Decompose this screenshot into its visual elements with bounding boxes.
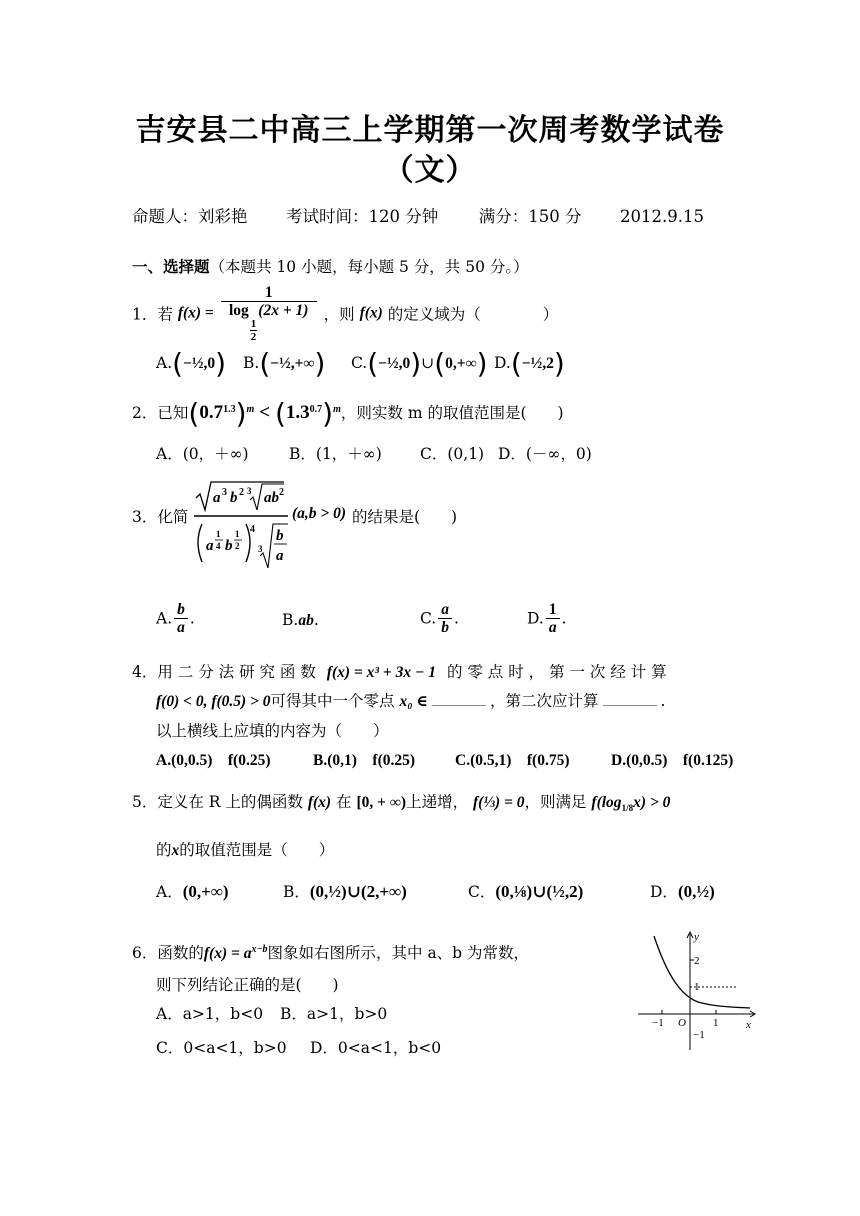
q3-option-a[interactable] — [156, 601, 195, 636]
q1-option-b[interactable]: B.(−½,+∞) — [243, 347, 326, 380]
q3-opt-d-den: a — [548, 619, 557, 637]
graph-tick-y1: 1 — [694, 981, 700, 993]
q3-opt-a-num: b — [174, 601, 188, 619]
q4-text3: 可得其中一个零点 — [270, 692, 395, 710]
q1-fraction — [221, 284, 317, 343]
q1-text-mid: ，则 — [323, 305, 355, 324]
graph-y-label: y — [694, 931, 699, 943]
q3-opt-c-dot: . — [453, 609, 459, 628]
q5-ineq-base: 1/8 — [621, 803, 634, 814]
q3-opt-d-label: D. — [527, 609, 544, 628]
svg-text:1: 1 — [235, 529, 240, 539]
q4-option-a[interactable]: A.(0,0.5) f(0.25) — [156, 752, 271, 769]
svg-text:2: 2 — [239, 487, 244, 498]
exam-title: 吉安县二中高三上学期第一次周考数学试卷 — [135, 113, 725, 148]
q2-option-c[interactable]: C．(0,1) — [420, 445, 485, 463]
q5-interval: [0, + ∞) — [356, 794, 407, 811]
q3-opt-a-den: a — [177, 619, 185, 637]
q4-option-b[interactable]: B.(0,1) f(0.25) — [313, 752, 416, 769]
graph-tick-x1: 1 — [713, 1017, 719, 1029]
q4-option-d[interactable]: D.(0,0.5) f(0.125) — [611, 752, 734, 769]
q5-ineq-end: x) > 0 — [633, 794, 671, 811]
svg-text:b: b — [225, 538, 233, 554]
q5-fx: f(x) — [307, 794, 332, 811]
q5-opt-a-value: (0,+∞) — [182, 882, 229, 901]
q2-exp2: 0.7 — [309, 403, 323, 415]
q5-text2: 在 — [336, 793, 352, 811]
q1-opt-a-value: −½,0 — [183, 355, 216, 372]
q2-m2: m — [333, 403, 341, 415]
q2-option-d[interactable]: D．(－∞，0) — [498, 445, 592, 463]
svg-text:2: 2 — [235, 541, 240, 551]
q5-opt-c-label: C． — [468, 883, 496, 901]
q3-opt-c-den: b — [441, 619, 449, 637]
q1-fx2: f(x) — [359, 304, 383, 322]
q4-text1: 4．用 二 分 法 研 究 函 数 — [132, 663, 316, 681]
q5-text1: 5．定义在 R 上的偶函数 — [132, 793, 303, 811]
q2-option-a[interactable]: A．(0，＋∞) — [156, 445, 249, 463]
q3-opt-b-value: ab — [298, 612, 314, 629]
header-info — [132, 203, 704, 227]
svg-text:2: 2 — [279, 487, 284, 498]
svg-text:b: b — [230, 490, 238, 506]
function-curve — [654, 936, 750, 1008]
q2-text2: ，则实数 m 的取值范围是( ) — [340, 404, 564, 422]
author: 命题人：刘彩艳 — [132, 207, 248, 226]
q4-func: f(x) = x³ + 3x − 1 — [326, 664, 436, 681]
q6-func: f(x) = a — [203, 945, 252, 962]
question-4-line2: f(0) < 0, f(0.5) > 0可得其中一个零点 x₀ ∈ ，第二次应计算 . — [156, 692, 666, 710]
exam-date: 2012.9.15 — [620, 207, 704, 226]
q5-text6: 的取值范围是（ ） — [179, 841, 335, 859]
q4-text2: 的 零 点 时 ， 第 一 次 经 计 算 — [446, 663, 667, 681]
graph-tick-xn1: −1 — [652, 1017, 664, 1029]
q1-fx: f(x) = — [177, 304, 214, 322]
q1-opt-b-value: −½,+∞ — [270, 355, 315, 372]
q1-opt-c-value2: 0,+∞ — [445, 355, 477, 372]
q6-option-b[interactable]: B．a>1，b>0 — [280, 1005, 388, 1023]
q1-num: 1．若 — [132, 305, 173, 324]
q3-opt-d-num: 1 — [546, 601, 560, 619]
q3-opt-c-num: a — [438, 601, 452, 619]
q2-exp1: 1.3 — [223, 403, 236, 415]
question-5-line2 — [156, 838, 334, 860]
q5-opt-a-label: A． — [156, 883, 183, 901]
q1-numerator: 1 — [221, 284, 317, 302]
q2-lt: < — [259, 402, 271, 423]
q3-condition: (a,b > 0) — [292, 505, 347, 522]
q1-log: log — [228, 302, 249, 320]
q1-opt-c-label: C. — [351, 354, 368, 372]
q3-text1: 3．化简 — [132, 508, 189, 526]
q3-opt-d-dot: . — [561, 609, 567, 628]
section-note: （本题共 10 小题，每小题 5 分，共 50 分。） — [209, 258, 529, 276]
question-4-line3: 以上横线上应填的内容为（ ） — [156, 722, 389, 740]
svg-text:a: a — [206, 538, 214, 554]
q1-log-base-num: 1 — [250, 318, 257, 331]
q5-option-c[interactable] — [468, 880, 583, 902]
question-2: 2．已知$(0.7^{1.3})^m < (1.3^{0.7})^m$，则实数 m 的取值范围是( ) — [132, 397, 564, 430]
q3-opt-b-label: B. — [282, 611, 299, 629]
q4-calc: f(0) < 0, f(0.5) > 0 — [156, 693, 271, 710]
graph-origin: O — [678, 1017, 686, 1029]
q5-ineq: f(log — [591, 794, 622, 811]
q1-opt-c-value: −½,0 — [378, 355, 411, 372]
q5-opt-d-value: (0,½) — [677, 882, 715, 901]
graph-tick-yn1: −1 — [693, 1029, 705, 1041]
q6-exp: x−b — [251, 943, 268, 955]
q5-condition: f(⅓) = 0 — [473, 794, 525, 811]
q5-opt-d-label: D． — [650, 883, 678, 901]
q2-m1: m — [246, 403, 255, 415]
q3-option-c[interactable] — [420, 601, 459, 636]
q1-option-c[interactable]: C.(−½,0)∪(0,+∞) — [351, 347, 488, 380]
q4-x0: x₀ ∈ — [399, 693, 428, 710]
q1-option-a[interactable]: A.(−½,0) — [156, 347, 227, 380]
exam-time: 考试时间：120 分钟 — [286, 207, 439, 226]
q5-opt-b-value: (0,½)∪(2,+∞) — [309, 882, 407, 901]
q4-blank1[interactable] — [432, 705, 486, 706]
q3-option-b[interactable] — [282, 611, 319, 630]
q1-log-arg: (2x + 1) — [258, 302, 309, 320]
q3-opt-a-label: A. — [156, 609, 173, 628]
q3-opt-a-dot: . — [189, 609, 195, 628]
svg-text:4: 4 — [250, 524, 255, 535]
q1-denominator — [226, 302, 311, 343]
q4-option-c[interactable]: C.(0.5,1) f(0.75) — [455, 752, 570, 769]
svg-text:3: 3 — [222, 487, 227, 498]
svg-text:4: 4 — [216, 541, 221, 551]
q6-option-d[interactable]: D．0<a<1，b<0 — [310, 1039, 442, 1057]
q5-text5: 的 — [156, 841, 172, 859]
svg-text:b: b — [276, 528, 284, 544]
q3-opt-b-dot: . — [313, 611, 319, 629]
q3-opt-c-label: C. — [420, 609, 437, 628]
q1-opt-a-label: A. — [156, 354, 173, 372]
q1-opt-d-value: −½,2 — [521, 355, 554, 372]
question-6-line2: 则下列结论正确的是( ) — [156, 976, 339, 994]
full-score: 满分：150 分 — [478, 207, 582, 226]
q2-base1: 0.7 — [199, 402, 224, 423]
svg-text:1: 1 — [216, 529, 221, 539]
svg-text:3: 3 — [258, 544, 263, 554]
svg-text:a: a — [276, 548, 284, 564]
q1-opt-c-union: ∪ — [421, 354, 435, 372]
graph-tick-y2: 2 — [694, 955, 700, 967]
q4-blank2[interactable] — [603, 705, 657, 706]
q3-text2: 的结果是( ) — [352, 508, 458, 526]
q2-text1: 2．已知 — [132, 404, 189, 422]
svg-text:a: a — [213, 490, 221, 506]
q6-text2: 图象如右图所示，其中 a、b 为常数， — [267, 944, 530, 962]
q1-opt-b-label: B. — [243, 354, 260, 372]
question-4-line1 — [132, 660, 667, 682]
q3-expression — [192, 480, 420, 576]
q1-opt-d-label: D. — [494, 354, 511, 372]
q5-opt-b-label: B． — [283, 883, 310, 901]
svg-text:3: 3 — [247, 486, 252, 496]
q1-option-d[interactable]: D.(−½,2) — [494, 347, 565, 380]
q5-text4: ，则满足 — [524, 793, 587, 811]
question-1 — [132, 284, 558, 344]
q5-opt-c-value: (0,⅛)∪(½,2) — [495, 882, 584, 901]
q5-option-b[interactable] — [283, 880, 407, 902]
q6-text1: 6．函数的 — [132, 944, 204, 962]
graph-x-label: x — [746, 1019, 751, 1031]
svg-text:ab: ab — [264, 490, 279, 506]
q4-text4: ，第二次应计算 — [489, 692, 599, 710]
q1-log-base-den: 2 — [250, 331, 257, 344]
q6-option-c[interactable]: C．0<a<1，b>0 — [156, 1039, 287, 1057]
question-5-line1 — [132, 790, 670, 812]
q5-x: x — [171, 842, 180, 859]
section-heading — [132, 255, 529, 277]
q6-graph — [632, 928, 762, 1054]
q6-option-a[interactable]: A．a>1，b<0 — [156, 1005, 264, 1023]
q2-base2: 1.3 — [285, 402, 310, 423]
section-title: 一、选择题 — [132, 257, 210, 276]
q2-option-b[interactable]: B．(1，＋∞) — [289, 445, 382, 463]
question-6-line1 — [132, 941, 529, 963]
q3-option-d[interactable] — [527, 601, 567, 636]
q1-text-end: 的定义域为（ ） — [387, 305, 559, 324]
exam-subtitle: （文） — [383, 153, 477, 188]
q5-option-d[interactable] — [650, 880, 715, 902]
q5-option-a[interactable] — [156, 880, 229, 902]
q5-text3: 上递增， — [406, 793, 469, 811]
